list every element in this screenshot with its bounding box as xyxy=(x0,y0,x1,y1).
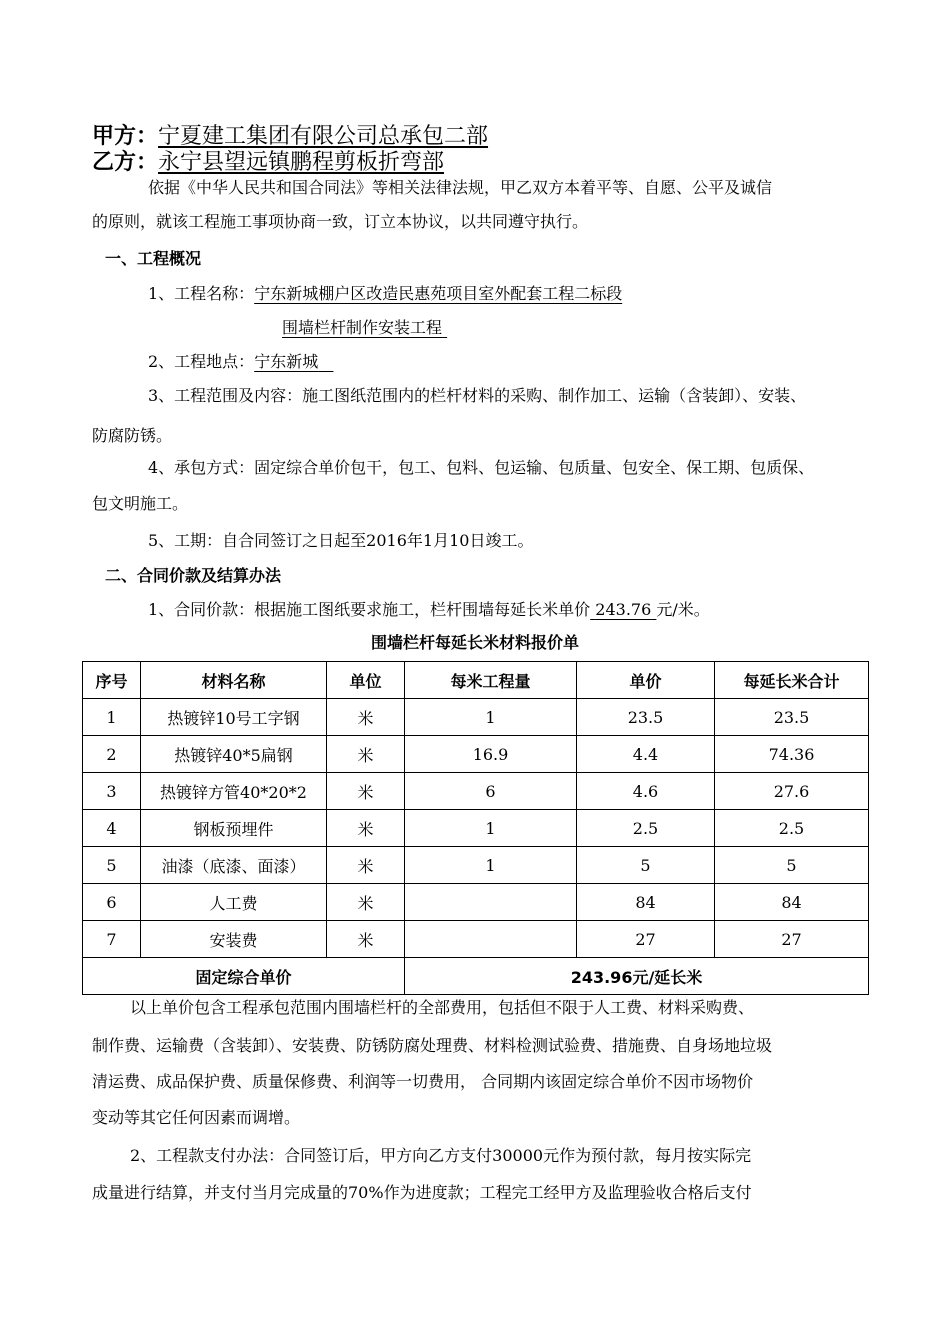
cell-material: 油漆（底漆、面漆） xyxy=(141,847,327,884)
total-label: 固定综合单价 xyxy=(83,958,405,995)
intro-line-1: 依据《中华人民共和国合同法》等相关法律法规，甲乙双方本着平等、自愿、公平及诚信 xyxy=(148,178,773,197)
cell-no: 1 xyxy=(83,699,141,736)
party-a-name: 宁夏建工集团有限公司总承包二部 xyxy=(158,124,489,149)
party-a xyxy=(92,124,488,150)
contract-price-prefix: 1、合同价款：根据施工图纸要求施工，栏杆围墙每延长米单价 xyxy=(148,600,591,619)
table-row xyxy=(83,847,869,884)
table-header-row xyxy=(83,662,869,699)
cell-subtotal: 2.5 xyxy=(715,810,869,847)
party-a-label: 甲方： xyxy=(92,124,159,149)
contract-method-line-2: 包文明施工。 xyxy=(92,494,189,513)
contract-price xyxy=(148,600,710,620)
cell-subtotal: 74.36 xyxy=(715,736,869,773)
total-value: 243.96元/延长米 xyxy=(405,958,869,995)
cell-unit-price: 2.5 xyxy=(577,810,715,847)
table-row xyxy=(83,884,869,921)
cell-quantity xyxy=(405,921,577,958)
header-material: 材料名称 xyxy=(141,662,327,699)
table-row xyxy=(83,921,869,958)
contract-method-line-1: 4、承包方式：固定综合单价包干，包工、包料、包运输、包质量、包安全、保工期、包质保、 xyxy=(148,458,815,477)
cell-unit: 米 xyxy=(327,773,405,810)
table-row xyxy=(83,773,869,810)
inclusion-line-1: 以上单价包含工程承包范围内围墙栏杆的全部费用，包括但不限于人工费、材料采购费、 xyxy=(130,998,755,1017)
cell-subtotal: 27 xyxy=(715,921,869,958)
header-subtotal: 每延长米合计 xyxy=(715,662,869,699)
project-name-value: 宁东新城棚户区改造民惠苑项目室外配套工程二标段 xyxy=(254,284,623,303)
project-name-line-2 xyxy=(282,318,447,338)
cell-quantity xyxy=(405,884,577,921)
inclusion-line-4: 变动等其它任何因素而调增。 xyxy=(92,1108,301,1127)
construction-period: 5、工期：自合同签订之日起至2016年1月10日竣工。 xyxy=(148,531,534,550)
cell-no: 7 xyxy=(83,921,141,958)
table-row xyxy=(83,810,869,847)
cell-subtotal: 84 xyxy=(715,884,869,921)
cell-quantity: 1 xyxy=(405,699,577,736)
cell-material: 安装费 xyxy=(141,921,327,958)
header-no: 序号 xyxy=(83,662,141,699)
project-location xyxy=(148,352,333,372)
cell-subtotal: 23.5 xyxy=(715,699,869,736)
cell-unit-price: 27 xyxy=(577,921,715,958)
cell-unit-price: 5 xyxy=(577,847,715,884)
header-unit-price: 单价 xyxy=(577,662,715,699)
cell-material: 热镀锌10号工字钢 xyxy=(141,699,327,736)
cell-unit: 米 xyxy=(327,921,405,958)
cell-unit: 米 xyxy=(327,884,405,921)
project-name xyxy=(148,284,622,304)
payment-line-1: 2、工程款支付办法：合同签订后，甲方向乙方支付30000元作为预付款，每月按实际完 xyxy=(130,1146,752,1165)
party-b-label: 乙方： xyxy=(92,150,159,175)
cell-material: 热镀锌方管40*20*2 xyxy=(141,773,327,810)
cell-material: 热镀锌40*5扁钢 xyxy=(141,736,327,773)
cell-unit-price: 84 xyxy=(577,884,715,921)
cell-quantity: 1 xyxy=(405,810,577,847)
header-unit: 单位 xyxy=(327,662,405,699)
cell-unit: 米 xyxy=(327,699,405,736)
scope-line-2: 防腐防锈。 xyxy=(92,426,173,445)
cell-material: 人工费 xyxy=(141,884,327,921)
party-b-name: 永宁县望远镇鹏程剪板折弯部 xyxy=(158,150,445,175)
table-row xyxy=(83,699,869,736)
cell-subtotal: 27.6 xyxy=(715,773,869,810)
section-2-title: 二、合同价款及结算办法 xyxy=(105,566,282,585)
table-row xyxy=(83,736,869,773)
cell-unit-price: 4.4 xyxy=(577,736,715,773)
cell-unit-price: 4.6 xyxy=(577,773,715,810)
cell-no: 3 xyxy=(83,773,141,810)
inclusion-line-3: 清运费、成品保护费、质量保修费、利润等一切费用， 合同期内该固定综合单价不因市场物价 xyxy=(92,1072,754,1091)
cell-unit-price: 23.5 xyxy=(577,699,715,736)
project-location-value: 宁东新城 xyxy=(254,352,319,371)
cell-no: 2 xyxy=(83,736,141,773)
cell-material: 钢板预埋件 xyxy=(141,810,327,847)
header-quantity: 每米工程量 xyxy=(405,662,577,699)
contract-price-value: 243.76 xyxy=(595,600,652,619)
cell-no: 4 xyxy=(83,810,141,847)
cell-no: 6 xyxy=(83,884,141,921)
party-b xyxy=(92,150,444,176)
section-1-title: 一、工程概况 xyxy=(105,249,202,268)
inclusion-line-2: 制作费、运输费（含装卸）、安装费、防锈防腐处理费、材料检测试验费、措施费、自身场地垃圾 xyxy=(92,1036,773,1055)
cell-no: 5 xyxy=(83,847,141,884)
cell-quantity: 16.9 xyxy=(405,736,577,773)
price-table-title: 围墙栏杆每延长米材料报价单 xyxy=(370,633,579,652)
cell-unit: 米 xyxy=(327,847,405,884)
cell-unit: 米 xyxy=(327,736,405,773)
scope-line-1: 3、工程范围及内容：施工图纸范围内的栏杆材料的采购、制作加工、运输（含装卸）、安装、 xyxy=(148,386,807,405)
project-name-value-2: 围墙栏杆制作安装工程 xyxy=(282,318,443,337)
contract-price-suffix: 元/米。 xyxy=(656,600,710,619)
price-table xyxy=(82,661,869,995)
cell-unit: 米 xyxy=(327,810,405,847)
cell-quantity: 1 xyxy=(405,847,577,884)
table-total-row xyxy=(83,958,869,995)
cell-quantity: 6 xyxy=(405,773,577,810)
project-location-label: 2、工程地点： xyxy=(148,352,255,371)
cell-subtotal: 5 xyxy=(715,847,869,884)
intro-line-2: 的原则，就该工程施工事项协商一致，订立本协议，以共同遵守执行。 xyxy=(92,212,589,231)
payment-line-2: 成量进行结算，并支付当月完成量的70%作为进度款；工程完工经甲方及监理验收合格后支付 xyxy=(92,1183,752,1202)
project-name-label: 1、工程名称： xyxy=(148,284,255,303)
